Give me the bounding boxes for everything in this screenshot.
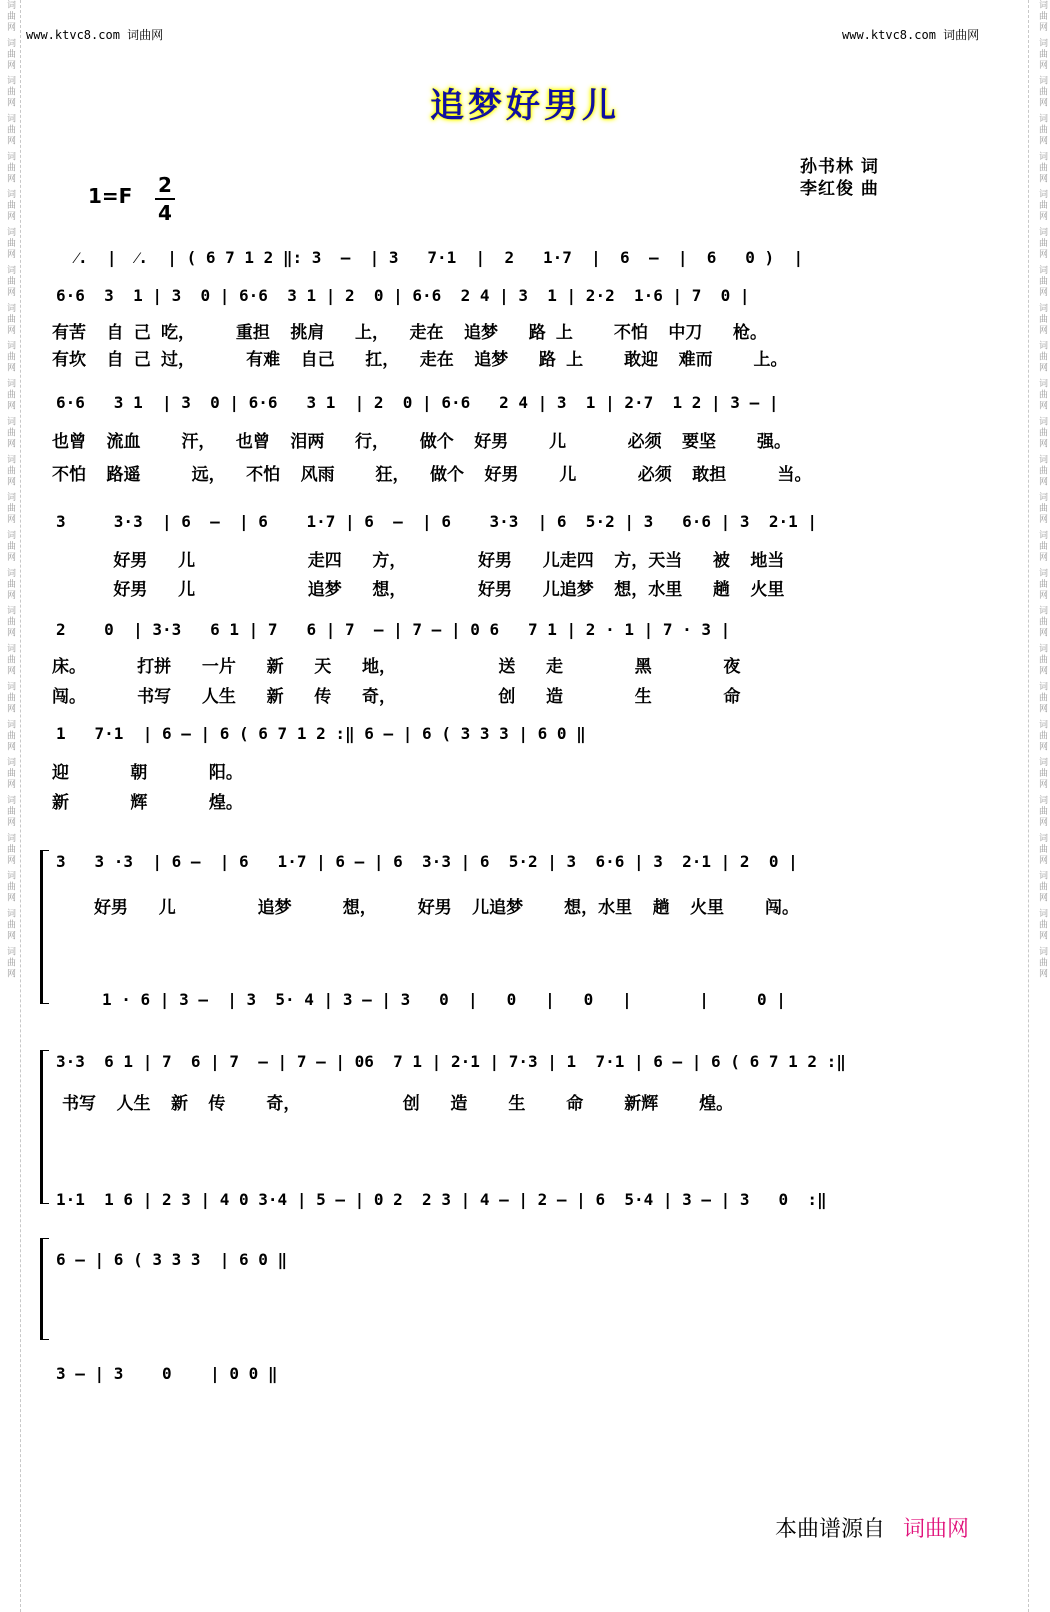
- time-signature-top: 2: [158, 173, 172, 197]
- notation-line-3: 6·6 3 1 | 3 0 | 6·6 3 1 | 2 0 | 6·6 2 4 | 3 1 | 2·7 1 2 | 3 – |: [56, 393, 779, 412]
- lyric-line-5-verse-2: 闯。 书写 人生 新 传 奇， 创 造 生 命: [52, 687, 741, 707]
- composer-credit: 李红俊 曲: [800, 179, 879, 199]
- lyric-line-2-verse-1: 有苦 自 己 吃， 重担 挑肩 上， 走在 追梦 路 上 不怕 中刀 枪。: [52, 323, 768, 343]
- notation-line-8: 1 · 6 | 3 – | 3 5· 4 | 3 – | 3 0 | 0 | 0 | | 0 |: [102, 990, 786, 1009]
- notation-line-7: 3 3 ·3 | 6 – | 6 1·7 | 6 – | 6 3·3 | 6 5·2 | 3 6·6 | 3 2·1 | 2 0 |: [56, 852, 798, 871]
- lyric-line-9: 书写 人生 新 传 奇， 创 造 生 命 新辉 煌。: [62, 1094, 734, 1114]
- lyric-line-3-verse-1: 也曾 流血 汗， 也曾 泪两 行， 做个 好男 儿 必须 要坚 强。: [52, 432, 791, 452]
- site-url-right: www.ktvc8.com 词曲网: [842, 28, 980, 42]
- song-title: 追梦好男儿: [430, 86, 620, 126]
- time-signature-bottom: 4: [158, 201, 172, 225]
- lyric-line-5-verse-1: 床。 打拼 一片 新 天 地， 送 走 黑 夜: [52, 657, 741, 677]
- lyric-line-4-verse-2: 好男 儿 追梦 想， 好男 儿追梦 想，水里 趟 火里: [52, 580, 785, 600]
- notation-line-2: 6·6 3 1 | 3 0 | 6·6 3 1 | 2 0 | 6·6 2 4 | 3 1 | 2·2 1·6 | 7 0 |: [56, 286, 750, 305]
- site-url-left: www.ktvc8.com 词曲网: [26, 28, 164, 42]
- source-brand-link[interactable]: 词曲网: [903, 1517, 970, 1542]
- notation-line-11: 6 – | 6 ( 3 3 3 | 6 0 ‖: [56, 1250, 288, 1269]
- left-margin-rule: [20, 0, 21, 1612]
- notation-line-9: 3·3 6 1 | 7 6 | 7 – | 7 – | 06 7 1 | 2·1 | 7·3 | 1 7·1 | 6 – | 6 ( 6 7 1 2 :‖: [56, 1052, 846, 1071]
- notation-line-1: ⁄. | ⁄. | ( 6 7 1 2 ‖: 3 – | 3 7·1 | 2 1·7 | 6 – | 6 0 ) |: [56, 248, 804, 267]
- notation-line-5: 2 0 | 3·3 6 1 | 7 6 | 7 – | 7 – | 0 6 7 1 | 2 · 1 | 7 · 3 |: [56, 620, 731, 639]
- source-footer: [775, 1512, 969, 1543]
- notation-line-12: 3 – | 3 0 | 0 0 ‖: [56, 1364, 278, 1383]
- side-watermark-left: 词曲网 词曲网 词曲网 词曲网 词曲网 词曲网 词曲网 词曲网 词曲网 词曲网 词曲网 词曲网 词曲网 词曲网 词曲网 词曲网 词曲网 词曲网 词曲网 词曲网 词曲网 词曲网 词曲网 词曲网 词曲网 词曲网: [5, 0, 15, 980]
- notation-line-6: 1 7·1 | 6 – | 6 ( 6 7 1 2 :‖ 6 – | 6 ( 3 3 3 | 6 0 ‖: [56, 724, 586, 743]
- lyric-line-3-verse-2: 不怕 路遥 远， 不怕 风雨 狂， 做个 好男 儿 必须 敢担 当。: [52, 465, 812, 485]
- lyric-line-6-verse-2: 新 辉 煌。: [52, 793, 243, 813]
- system-brace-1: [40, 850, 49, 1004]
- system-brace-3: [40, 1238, 49, 1340]
- lyric-line-4-verse-1: 好男 儿 走四 方， 好男 儿走四 方，天当 被 地当: [52, 551, 785, 571]
- source-label: 本曲谱源自: [775, 1517, 886, 1542]
- lyricist-credit: 孙书林 词: [800, 157, 879, 177]
- lyric-line-2-verse-2: 有坎 自 己 过， 有难 自己 扛， 走在 追梦 路 上 敢迎 难而 上。: [52, 350, 788, 370]
- time-signature: [154, 172, 176, 226]
- notation-line-4: 3 3·3 | 6 – | 6 1·7 | 6 – | 6 3·3 | 6 5·2 | 3 6·6 | 3 2·1 |: [56, 512, 817, 531]
- lyric-line-7: 好男 儿 追梦 想， 好男 儿追梦 想，水里 趟 火里 闯。: [94, 898, 799, 918]
- lyric-line-6-verse-1: 迎 朝 阳。: [52, 763, 243, 783]
- system-brace-2: [40, 1050, 49, 1204]
- key-signature: 1=F: [88, 184, 133, 208]
- side-watermark-right: 词曲网 词曲网 词曲网 词曲网 词曲网 词曲网 词曲网 词曲网 词曲网 词曲网 词曲网 词曲网 词曲网 词曲网 词曲网 词曲网 词曲网 词曲网 词曲网 词曲网 词曲网 词曲网 词曲网 词曲网 词曲网 词曲网: [1037, 0, 1047, 980]
- right-margin-rule: [1028, 0, 1029, 1612]
- notation-line-10: 1·1 1 6 | 2 3 | 4 0 3·4 | 5 – | 0 2 2 3 | 4 – | 2 – | 6 5·4 | 3 – | 3 0 :‖: [56, 1190, 827, 1209]
